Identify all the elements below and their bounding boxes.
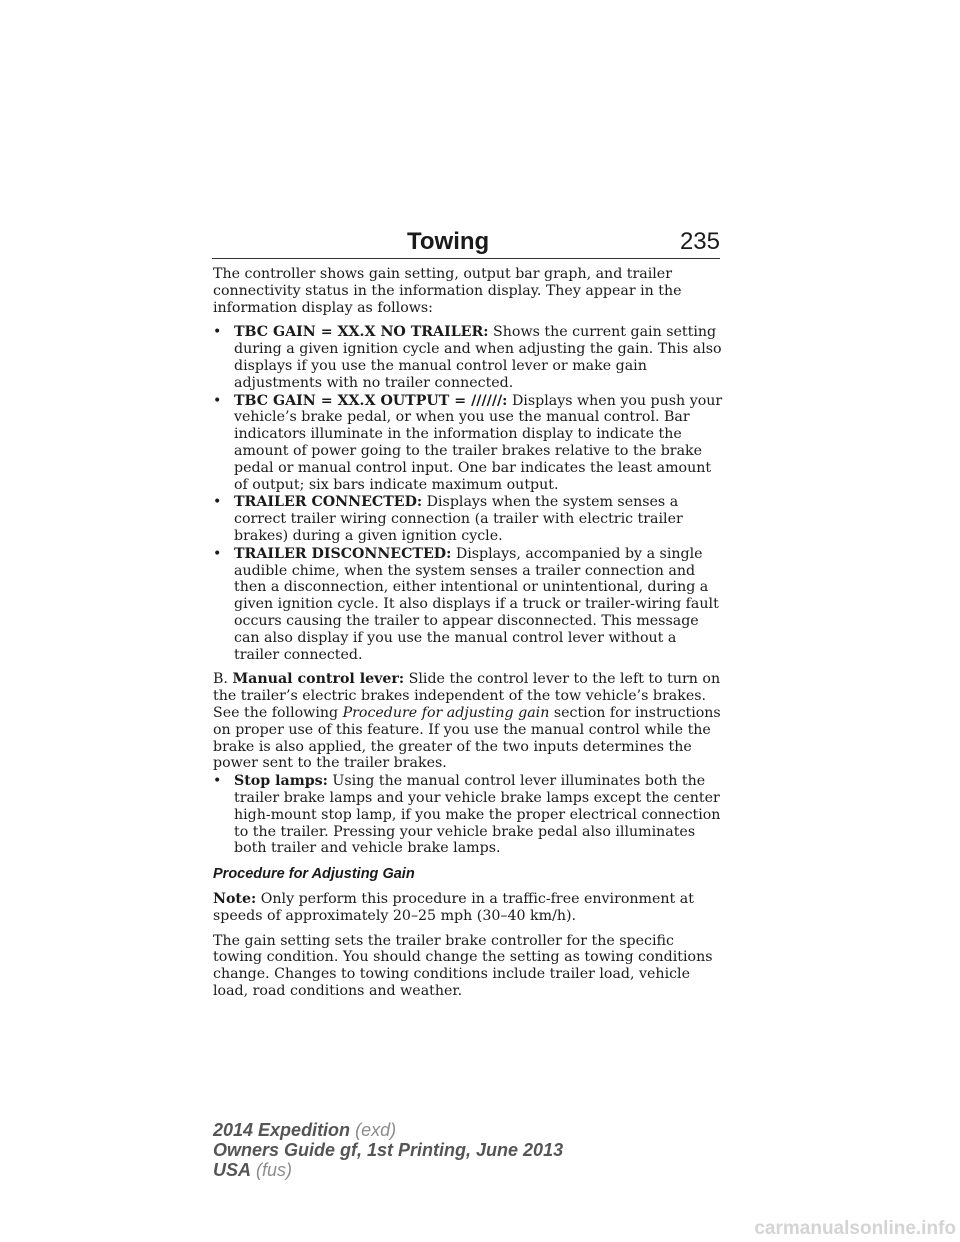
procedure-heading: Procedure for Adjusting Gain — [213, 866, 415, 883]
footer-line-2 — [213, 1140, 563, 1160]
footer-line-1 — [213, 1120, 563, 1140]
footer-line-3 — [213, 1160, 563, 1180]
footer-market-code: (fus) — [256, 1160, 293, 1180]
bullet-icon: • — [213, 324, 222, 341]
manual-label: Manual control lever: — [232, 671, 405, 688]
display-item — [213, 393, 725, 494]
watermark: carmanualsonline.info — [754, 1218, 956, 1239]
item-text: Displays, accompanied by a single audible chime, when the system senses a trailer connection and then a disconnection, either intentional or unintentional, during a given ignition cycle. It also displays if a truck or trailer-wiring fault occurs causing the trailer to appear disconnected. This message can also display if you use the manual control lever without a trailer connected. — [234, 545, 719, 663]
note-label: Note: — [213, 891, 257, 908]
page-footer — [213, 1120, 563, 1180]
manual-text-before: Slide the control lever to the left to turn on the trailer’s electric brakes independent of the tow vehicle’s brakes. See the following — [213, 671, 721, 721]
procedure-reference: Procedure for adjusting gain — [342, 704, 550, 721]
intro-paragraph: The controller shows gain setting, output bar graph, and trailer connectivity status in the information display. They appear in the information display as follows: — [213, 266, 682, 316]
manual-prefix: B. — [213, 671, 228, 688]
note-text: Only perform this procedure in a traffic-free environment at speeds of approximately 20–25 mph (30–40 km/h). — [213, 891, 694, 924]
manual-text-after: section for instructions on proper use of this feature. If you use the manual control while the brake is also applied, the greater of the two inputs determines the power sent to the trailer brakes. — [213, 704, 721, 772]
bullet-icon: • — [213, 494, 222, 511]
item-label: TBC GAIN = XX.X NO TRAILER: — [234, 324, 489, 341]
item-label: TRAILER DISCONNECTED: — [234, 545, 452, 562]
item-text: Displays when you push your vehicle’s brake pedal, or when you use the manual control. Bar indicators illuminate in the information display to indicate the amount of power going to the trailer brakes relative to the brake pedal or manual control input. One bar indicates the least amount of output; six bars indicate maximum output. — [234, 392, 723, 493]
page-header — [212, 228, 720, 259]
display-item — [213, 324, 725, 391]
footer-model-code: (exd) — [355, 1120, 397, 1140]
page-number: 235 — [679, 228, 720, 255]
section-title: Towing — [407, 228, 490, 255]
stop-lamps-text: Using the manual control lever illuminates both the trailer brake lamps and your vehicle brake lamps except the center high-mount stop lamp, if you make the proper electrical connection to the trailer. Pressing your vehicle brake pedal also illuminates both trailer and vehicle brake lamps. — [234, 773, 721, 857]
item-text: Shows the current gain setting during a given ignition cycle and when adjusting the gain. This also displays if you use the manual control lever or make gain adjustments with no trailer connected. — [234, 324, 722, 391]
stop-lamps-label: Stop lamps: — [234, 773, 328, 790]
bullet-icon: • — [213, 773, 222, 790]
footer-market: USA — [213, 1160, 252, 1180]
stop-lamps-item — [213, 773, 725, 857]
manual-control-paragraph — [213, 671, 725, 772]
note-paragraph — [213, 891, 725, 925]
footer-printing: Owners Guide gf, 1st Printing, June 2013 — [213, 1140, 564, 1160]
bullet-icon: • — [213, 392, 222, 409]
page-content — [213, 266, 725, 1008]
footer-model: 2014 Expedition — [213, 1120, 351, 1140]
item-text: Displays when the system senses a correct trailer wiring connection (a trailer with electric trailer brakes) during a given ignition cycle. — [234, 494, 683, 544]
item-label: TBC GAIN = XX.X OUTPUT = //////: — [234, 392, 508, 409]
gain-paragraph: The gain setting sets the trailer brake controller for the specific towing condition. You should change the setting as towing conditions change. Changes to towing conditions include trailer load, vehicle load, road conditions and weather. — [213, 932, 713, 1000]
bullet-icon: • — [213, 545, 222, 562]
display-item — [213, 546, 725, 664]
display-item — [213, 494, 725, 544]
item-label: TRAILER CONNECTED: — [234, 494, 423, 511]
